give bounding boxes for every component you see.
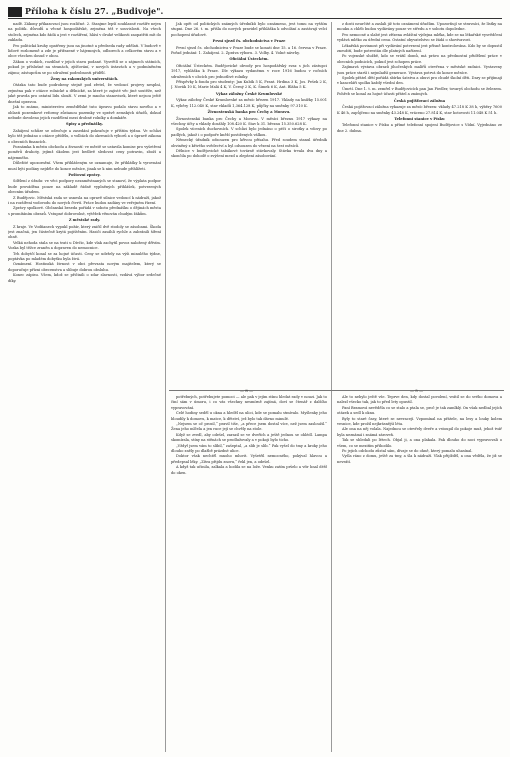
col3-paragraph: Pro nemocné a slabé jest zřízena zvláštní výdejna mléka, kde se na lékařské vysvědčení vydává mléko za úřední cenu. Ostatní obyvatelstvo se žádá o shovívavost. — [337, 32, 502, 43]
col1-paragraph: Zahájení schůze se odročuje a zasedání pokračuje v příštím týdnu. Ve schůzi bylo též jednáno o otázce přídělu, o volbách do okresních výborů a o úpravě zákona o obecních financích. — [8, 128, 161, 144]
col1-paragraph: Poznámka k městu obchodu a živností: ve městě se ustavila komise pro vyšetření poměrů drahoty, jejímž úkolem jest bedlivě sledovat ceny potravin, zboží a nájemného. — [8, 144, 161, 160]
col2-heading: Živnostenská banka pro Čechy a Moravu. — [207, 110, 291, 115]
column-4 — [171, 395, 327, 752]
col2-paragraph: Německý úřadník odsouzen pro křivou přísahu. Před soudem stanul úředník obviněný z křivého svědectví a byl odsouzen do vězení na šest měsíců. — [171, 138, 327, 148]
col1-paragraph: Zprávy spolkové. Občanská beseda pořádá v sobotu přednášku o dějinách města s promítáním obrazů. Vstupné dobrovolné, výtěžek věnován chudým žákům. — [8, 206, 161, 216]
col3-paragraph: Zajímavá výstava obrazů jihočeských malířů otevřena v městské radnici. Vystaveny jsou práce starší i nejmladší generace. Výstava potrvá do konce měsíce. — [337, 65, 502, 75]
col1-paragraph: Velká nehoda stala se na trati u Dívčic, kde vlak zachytil povoz naložený dřívím. Vozka byl těžce zraněn a dopraven do nemocnice. — [8, 240, 161, 251]
col1-paragraph: Pro politická kruhy opatřeny jsou na jinotné a předseda rady udělati. V budově v lidové rozlomeně a zde je přiřazené v hájemných, odborech a celkovém stavu a v obce všechen dosud v obou. — [8, 43, 161, 59]
col2-paragraph: Oficiální Ústeckém. Budějovické obvody pro hospodářský svaz s jich zástupci 1917, vyhláška k Praze. Dle výkazu vydanému v roce 1916 budou v ročních sdruženích v obcích pro jednotlivé rolníky. — [171, 63, 327, 79]
column-divider — [165, 22, 166, 752]
col2-heading: Oficiální Ústeckém. — [229, 57, 269, 62]
col5-paragraph: Paní Bramová nevěděla co se stalo a ptala se, proč je tak zamlklý. On však nedbal jejích otázek a sedl k oknu. — [337, 405, 502, 416]
col1-heading: Z městské rady. — [68, 218, 101, 223]
col4-paragraph: A když tak učinila, zalkala a hodila se na lože. Venku zatím pršelo a vítr hnal déšť do oken. — [171, 465, 327, 475]
col2-heading: První sjezd čs. obchodnictva v Praze — [212, 39, 286, 44]
col2-paragraph: Dělnice v budějovické tabákové továrně stávkovaly. Stávka trvala dva dny a skončila po dohodě o zvýšení mezd a zlepšení zásobování. — [171, 148, 327, 159]
col3-paragraph: Po vojenské službě, kdo se vrátil domů, má právo na přednostní přidělení práce v obecních podnicích, pokud jest schopen práce. — [337, 54, 502, 64]
col3-heading: Telefonní stanice v Písku — [394, 116, 445, 121]
col2-paragraph: Příspěvky k fondu pro studenty: Jan Kubík 5 K, Frant. Hrdina 3 K, Jos. Pešek 2 K, J. Novák 10 K, Marie Malá 4 K, V. Černý 2 K, K. Šimek 6 K, Ant. Bláha 5 K. — [171, 80, 327, 90]
col5-paragraph: Tak se shledali po létech. Objal ji, a ona plakala. Pak dlouho do noci vypravovali o všem, co se mezitím přihodilo. — [337, 438, 502, 448]
col1-paragraph: Otázka tato bude podrobeny stejně pod zřetel, že vedoucí projevy nesplní, zejména pak v otázce rolnické a dělnické, za které je zajisté věc jiné soutěže, než jaké pravda pro ostatní lidu slouží. V zemi je mnoho stanovisek, které nejsou ještě dnešní opravou. — [8, 83, 161, 104]
col3-paragraph: Úmrtí. Dne 1. t. m. zemřel v Budějovicích pan Jan Fiedler, tovaryš obchodu se železem. Pohřeb se konal za hojné účasti přátel a známých. — [337, 86, 502, 97]
col1-paragraph: Z kraje. Ve Vodňanech vypukl požár, který zničil dvě stodoly se zásobami. Škoda jest značná, jen částečně krytá pojištěním. Hasiči zasáhli rychle a zabránili šíření ohně. — [8, 224, 161, 240]
header-mark — [8, 7, 22, 17]
column-5 — [337, 395, 502, 752]
header-title: Příloha k číslu 27. „Budivoje". — [25, 6, 164, 16]
header-rule — [8, 18, 502, 19]
col4-paragraph: Když se zvedl, aby odešel, zarazil se ve dveřích a ještě jednou se ohlédl. Lampa skomírala, stíny na stěnách se prodlužovaly a v pokoji bylo ticho. — [171, 432, 327, 443]
col3-paragraph: z dosti neurčité a zaslali již toto oznámení úřadům. Upozorňují se stravníci, že lístky na mouku a chléb budou vydávány pouze ve středu a v sobotu dopoledne. — [337, 22, 502, 32]
col1-paragraph: Konec zápisu. Všem, kdož se přičinili o zdar slavnosti, vzdává výbor srdečné díky. — [8, 273, 161, 283]
col2-paragraph: Živnostenská banka pro Čechy a Moravu. V měsíci březnu 1917 výkazy na všechny účty a vklady dosáhly 108.420 K. Stav k 31. březnu 15.350.628 K. — [171, 116, 327, 126]
col1-paragraph: nadě. Zákony přikazovací jsou rozličné. 2. Stanjme lepší souhlasné rozšíře nejen na politik. důvodů a věcné hospodářské, zejména též v souvislosti. Na všech stolech, zejména kdo žádá a jest v rozšíření, hlásí v druhé velikosti zaopatřiti mít do zakladu. — [8, 22, 161, 43]
col3-paragraph: Česká pojišťovací záložna vykazuje za měsíc březen: vklady 47.218 K 38 h, výběry 7600 K 46 h, zapůjčeno na směnky 43.248 K, vráceno 27.814 K, stav hotovosti 11.048 K 51 h. — [337, 105, 502, 115]
col4-paragraph: potřebných, potřebujete pomoci — ale pak v jejím stínu hledat rady v nouzi. Jak to činí sám v úmoru, i co vás všechny nesmírně zajímá, doví se čtenář z dalšího vypravování. — [171, 395, 327, 410]
col2-heading: Výkaz záložny České Krumlovské — [215, 91, 283, 96]
col2-paragraph: Spolek víceních duchovních. V schůzi bylo jednáno o péči o sirotky a vdovy po padlých, jakož i o podpoře kněží postižených válkou. — [171, 127, 327, 137]
col5-paragraph: Vyšla ráno z domu, ještě za tmy, a šla k nádraží. Vlak přijížděl, a ona věděla, že již se nevrátí. — [337, 454, 502, 464]
column-divider — [331, 22, 332, 752]
page-number-right: — 5 — — [410, 388, 424, 393]
col3-paragraph: Lékařská povinnost při vydávání potvrzení jest přísně kontrolována. Kdo by se dopustil zneužití, bude potrestán dle platných nařízení. — [337, 43, 502, 54]
col1-paragraph: Zákon o vodách, rozdílné v jejich stavu podané. Vysvětlí se o zájmech státních, pokud je příslušné na stranách, zjišťování, v nových ústavách a v podmíněném zájmu; zástupcům se po sdružení podrobnosti přidělí. — [8, 59, 161, 75]
section-divider — [169, 390, 504, 391]
col4-paragraph: „Nejsem se oč prosil,“ pravil tiše, „a přece jsem dostal více, než jsem zasloužil.“ Žena jeho mlčela a jen ruce její se chvěly na stole. — [171, 422, 327, 432]
col5-paragraph: Ale to nebylo ještě vše. Teprve den, kdy dostal povolení, vrátil se do svého domova a nalezl všecko tak, jak to před lety opustil. — [337, 395, 502, 405]
col1-paragraph: Jak to známo, ministerstvo zemědělské tuto úpravu podalo stavu nového a v oblasti pozemkové reformy zůstanou pozemky ve správě zemských úřadů, dokud nebude dovoleno jejich rozdělení mezi drobné rolníky a domkáře. — [8, 105, 161, 120]
col3-paragraph: Spolek přátel dětí pořádá sbírku šatstva a obuvi pro chudé školní děti. Dary se přijímají v kanceláři spolku každý všední den. — [337, 76, 502, 86]
col1-paragraph: Z Budějovic. Městská rada se usnesla na opravě silnice vedoucí k nádraží, jakož i na rozšíření vodovodu do nových čtvrtí. Práce budou zadány ve veřejném řízení. — [8, 195, 161, 205]
page-header — [8, 6, 502, 20]
col1-paragraph: Sdělení z úřadu: ve věci podpory nezaměstnaných se stanoví, že výplata podpor bude prováděna pouze na základě řádně vyplněných přihlášek, potvrzených obecním úřadem. — [8, 179, 161, 195]
col1-heading: Ženy na rakouských universitách. — [50, 77, 119, 82]
column-2 — [171, 22, 327, 387]
col2-paragraph: První sjezd čs. obchodnictva v Praze bude se konati dne 15. a 16. června v Praze. Pořad jednání: 1. Zahájení. 2. Zpráva výboru. 3. Volby. 4. Volné návrhy. — [171, 45, 327, 56]
col1-paragraph: Trh dobytčí konal se za hojné účasti. Ceny se udržely na výši minulého týdne, poptávka po mladém dobytku byla živá. — [8, 251, 161, 262]
col1-paragraph: Důležité upozornění. Všem přihlášeným se oznamuje, že přihlášky k vyrovnání musí býti podány nejdéle do konce měsíce, jinak se k nim nebude přihlížeti. — [8, 161, 161, 171]
col1-paragraph: Oznámení. Hostinská živnost v obci převzata novým majitelem, který se doporučuje přízni obecenstva a slibuje dobrou obsluhu. — [8, 262, 161, 272]
page-number-left: — 8 — — [240, 388, 254, 393]
col2-paragraph: Jak opět od politických známých úředníků bylo oznámeno, jest tomu na vyšším stupni. Dne 26. t. m. přišla do nových pravidel přihláška k odvolání a zastávají velcí pochopení úřadové. — [171, 22, 327, 37]
column-1 — [8, 22, 161, 752]
col1-heading: Poštovní zprávy. — [68, 172, 101, 177]
column-3 — [337, 22, 502, 387]
col5-paragraph: Po jejich odchodu zůstal sám, dívaje se do ohně, který pomalu uhasínal. — [342, 449, 473, 454]
col4-paragraph: Doktor však nechtěl mnoho mluvit. Vyšetřil nemocného, pokýval hlavou a předepsal léky. „Zítra přijdu znovu,“ řekl jen, a odešel. — [171, 454, 327, 464]
col4-paragraph: „Vždyť jsem vám to slíbil,“ zašeptal, „a slib je slib.“ Pak vyšel do tmy a kroky jeho dlouho zněly po dlažbě prázdné ulice. — [171, 443, 327, 454]
col3-heading: Česká pojišťovací záložna — [393, 98, 446, 103]
col2-paragraph: Výkaz záložny České Krumlovské za měsíc březen 1917. Vklady na knížky 15.001 K, výběry 112.040 K, stav vkladů 1,364.128 K, půjčky na směnky 97.310 K. — [171, 98, 327, 108]
col3-paragraph: Telefonní stanice v Písku a přímé telefonní spojení Budějovice s Vídní. Vyjednáno ze dne 2. dubna. — [337, 123, 502, 133]
col1-heading: Spisy a přednášky. — [65, 122, 103, 127]
col5-paragraph: Ale ona na něj volala. Najednou se otevřely dveře a vstoupil do pokoje muž, jehož tvář byla neznámá i známá zároveň. — [337, 427, 502, 437]
col5-paragraph: Byly to staré časy, které se nevracejí. Vzpomínal na přátele, na lesy a louky kolem vesnice, kde prožil nejkrásnější léta. — [337, 416, 502, 427]
col4-paragraph: Celé hodiny seděl u okna a hleděl na ulici, kde se pomalu stmívalo. Myšlenky jeho bloudily k domovu, k matce, k dětství, jež bylo tak dávno minulé. — [171, 411, 327, 421]
